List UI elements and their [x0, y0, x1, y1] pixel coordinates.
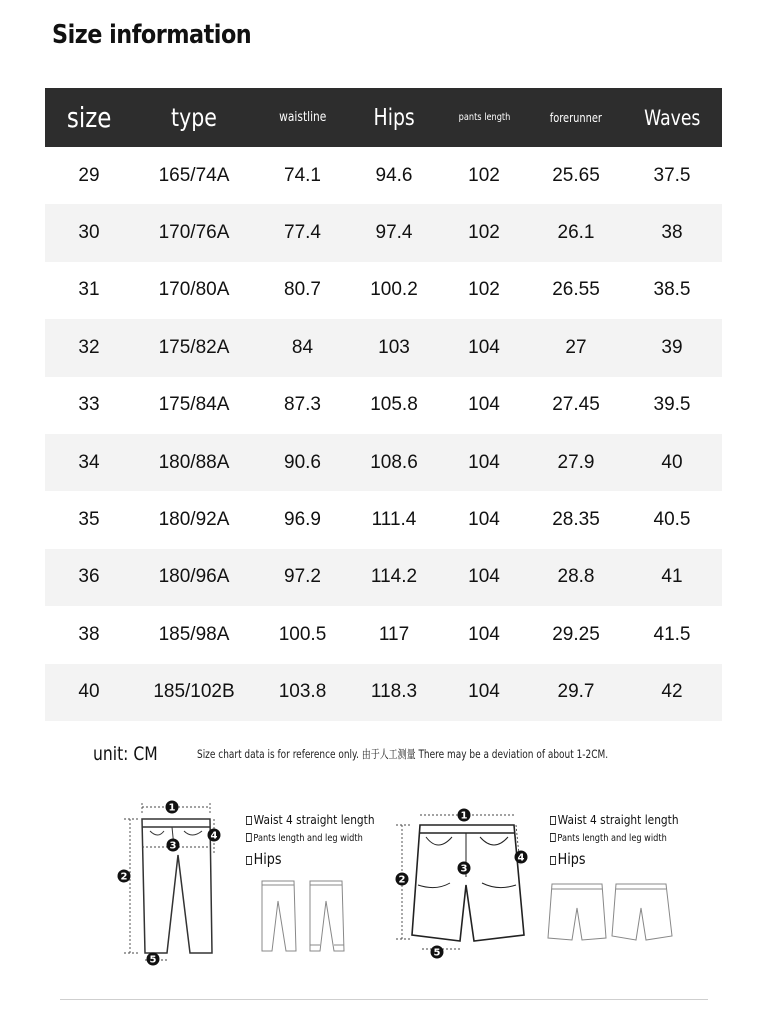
cell-waistline: 84	[291, 336, 314, 358]
cell-pants-length: 104	[468, 451, 500, 473]
cell-pants-length: 102	[468, 164, 500, 186]
cell-hips: 117	[378, 623, 410, 645]
cell-forerunner: 27.45	[552, 394, 600, 416]
cell-waves: 38.5	[653, 279, 691, 301]
cell-size: 38	[78, 623, 100, 645]
cell-forerunner: 29.7	[557, 681, 595, 703]
cell-pants-length: 104	[468, 509, 500, 531]
shorts-thumbnails	[546, 878, 676, 946]
cell-waistline: 80.7	[284, 279, 321, 301]
table-row	[45, 434, 722, 491]
cell-waves: 40	[661, 451, 683, 473]
cell-hips: 94.6	[375, 164, 413, 186]
cell-type: 180/96A	[158, 566, 230, 588]
cell-hips: 105.8	[370, 394, 418, 416]
cell-waistline: 87.3	[284, 394, 321, 416]
cell-pants-length: 104	[468, 394, 500, 416]
header-type: type	[171, 103, 217, 132]
cell-pants-length: 104	[468, 681, 500, 703]
cell-waves: 41	[661, 566, 683, 588]
measure-lines	[396, 815, 520, 949]
cell-type: 165/74A	[158, 164, 230, 186]
marker-2-label: 2	[120, 871, 128, 883]
marker-1-label: 1	[168, 802, 176, 814]
cell-hips: 100.2	[370, 279, 418, 301]
table-row	[45, 262, 722, 319]
cell-waistline: 100.5	[278, 623, 327, 645]
table-row	[45, 664, 722, 721]
legend-item: Waist 4 straight length	[550, 812, 679, 827]
divider	[60, 999, 708, 1000]
trousers-measurement-diagram	[112, 795, 224, 967]
table-row	[45, 549, 722, 606]
marker-2-label: 2	[398, 874, 406, 886]
header-forerunner: forerunner	[549, 110, 603, 125]
marker-4-label: 4	[517, 852, 525, 864]
cell-hips: 114.2	[370, 566, 418, 588]
header-waves: Waves	[643, 105, 701, 130]
unit-label: unit: CM	[93, 743, 158, 765]
cell-type: 175/82A	[158, 336, 230, 358]
cell-size: 34	[78, 451, 100, 473]
marker-3-label: 3	[169, 840, 177, 852]
cell-size: 29	[78, 164, 100, 186]
cell-waves: 39.5	[653, 394, 691, 416]
cell-hips: 118.3	[370, 681, 418, 703]
cell-size: 35	[78, 509, 100, 531]
cell-forerunner: 28.8	[557, 566, 595, 588]
cell-pants-length: 102	[468, 279, 500, 301]
cell-type: 180/88A	[158, 451, 230, 473]
cell-forerunner: 27.9	[557, 451, 595, 473]
cell-size: 33	[78, 394, 100, 416]
cell-pants-length: 104	[468, 336, 500, 358]
header-size: size	[66, 101, 112, 134]
cell-forerunner: 27	[565, 336, 587, 358]
cell-waves: 38	[661, 222, 683, 244]
cell-type: 170/80A	[158, 279, 230, 301]
cell-forerunner: 28.35	[552, 509, 600, 531]
bullet-icon	[550, 833, 556, 842]
table-row	[45, 204, 722, 261]
cell-waistline: 97.2	[284, 566, 321, 588]
cell-waves: 41.5	[653, 623, 691, 645]
cell-size: 36	[78, 566, 100, 588]
cell-type: 185/98A	[158, 623, 230, 645]
marker-4-label: 4	[210, 830, 218, 842]
legend-item: Waist 4 straight length	[246, 812, 375, 827]
bullet-icon	[246, 816, 252, 825]
bullet-icon	[550, 856, 556, 865]
table-header-row	[45, 88, 722, 147]
header-waistline: waistline	[278, 110, 327, 125]
table-row	[45, 319, 722, 376]
legend-item: Hips	[550, 850, 679, 868]
shorts-measurement-diagram	[392, 805, 532, 963]
cell-waves: 37.5	[653, 164, 691, 186]
cell-forerunner: 29.25	[552, 623, 600, 645]
marker-5-label: 5	[433, 947, 441, 959]
cell-size: 32	[78, 336, 100, 358]
cell-size: 31	[78, 279, 100, 301]
marker-5-label: 5	[149, 954, 157, 966]
cell-type: 185/102B	[153, 681, 235, 703]
legend-item: Hips	[246, 850, 375, 868]
cell-type: 170/76A	[158, 222, 230, 244]
cell-forerunner: 25.65	[552, 164, 600, 186]
legend-item: Pants length and leg width	[550, 833, 674, 844]
cell-forerunner: 26.55	[552, 279, 600, 301]
disclaimer-text: Size chart data is for reference only. 由于人工测量 There may be a deviation of about 1-2CM.	[197, 747, 609, 761]
cell-hips: 97.4	[375, 222, 413, 244]
cell-waistline: 96.9	[284, 509, 321, 531]
cell-waistline: 77.4	[284, 222, 321, 244]
marker-1-label: 1	[460, 810, 468, 822]
bullet-icon	[550, 816, 556, 825]
bullet-icon	[246, 856, 252, 865]
trousers-legend	[246, 812, 397, 868]
cell-waves: 42	[661, 681, 683, 703]
cell-hips: 108.6	[370, 451, 418, 473]
cell-forerunner: 26.1	[557, 222, 595, 244]
table-body	[45, 147, 722, 721]
marker-3-label: 3	[460, 863, 468, 875]
trousers-thumbnail-icon	[262, 881, 344, 951]
trousers-outline	[142, 819, 212, 953]
cell-type: 180/92A	[158, 509, 230, 531]
shorts-thumbnail-icon	[548, 884, 672, 940]
unit-note	[93, 742, 693, 766]
size-table	[45, 88, 722, 721]
page-title: Size information	[52, 20, 252, 50]
cell-pants-length: 104	[468, 566, 500, 588]
table-row	[45, 606, 722, 663]
table-row	[45, 147, 722, 204]
header-pants-length: pants length	[458, 112, 510, 123]
bullet-icon	[246, 833, 252, 842]
cell-waves: 40.5	[653, 509, 691, 531]
cell-pants-length: 102	[468, 222, 500, 244]
header-hips: Hips	[373, 104, 415, 131]
cell-waistline: 90.6	[284, 451, 321, 473]
shorts-legend	[550, 812, 701, 868]
trousers-thumbnails	[258, 875, 350, 955]
cell-waistline: 103.8	[278, 681, 327, 703]
cell-waves: 39	[661, 336, 683, 358]
cell-hips: 111.4	[371, 509, 417, 531]
cell-type: 175/84A	[158, 394, 230, 416]
cell-waistline: 74.1	[284, 164, 321, 186]
cell-size: 30	[78, 222, 100, 244]
cell-pants-length: 104	[468, 623, 500, 645]
cell-hips: 103	[378, 336, 410, 358]
table-row	[45, 377, 722, 434]
table-row	[45, 491, 722, 548]
cell-size: 40	[78, 681, 100, 703]
shorts-outline	[412, 825, 524, 941]
legend-item: Pants length and leg width	[246, 833, 370, 844]
